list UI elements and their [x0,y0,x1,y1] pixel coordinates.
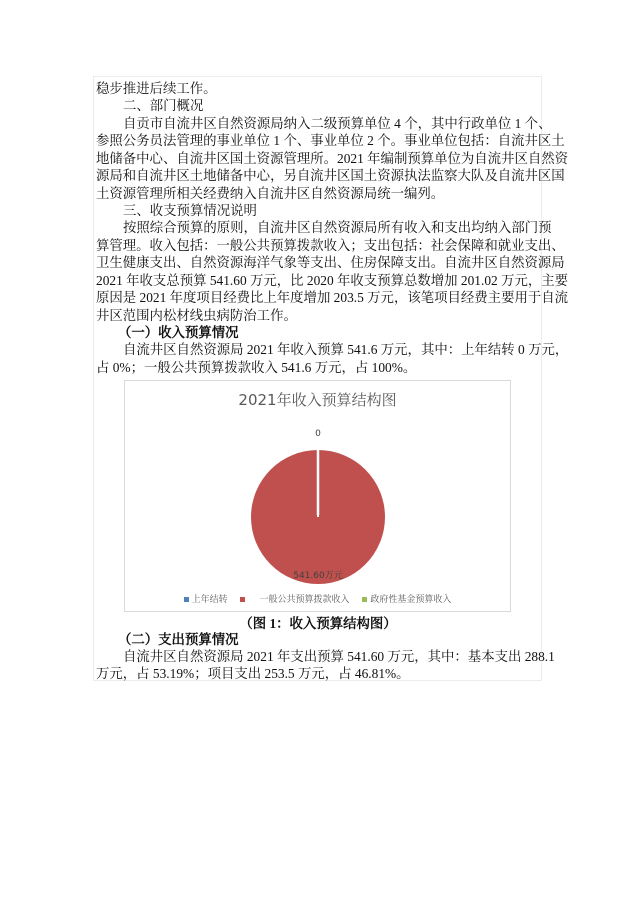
legend-swatch-red [240,597,245,602]
paragraph-line: 地储备中心、自流井区国土资源管理所。2021 年编制预算单位为自流井区自然资 [96,151,569,166]
chart-legend [125,592,510,605]
paragraph-line: 占 0%；一般公共预算拨款收入 541.6 万元，占 100%。 [96,360,417,375]
legend-label: 政府性基金预算收入 [370,595,452,605]
subheading-expenditure-budget: （二）支出预算情况 [118,632,239,647]
income-pie-chart [124,380,511,612]
paragraph-line: 万元，占 53.19%；项目支出 253.5 万元，占 46.81%。 [96,666,410,681]
subheading-income-budget: （一）收入预算情况 [118,325,239,340]
data-label-general-budget: 541.60万元 [293,571,343,581]
paragraph-line: 算管理。收入包括：一般公共预算拨款收入；支出包括：社会保障和就业支出、 [96,238,565,253]
paragraph-line: 参照公务员法管理的事业单位 1 个、事业单位 2 个。事业单位包括：自流井区土 [96,133,565,148]
legend-label: 一般公共预算拨款收入 [259,595,350,605]
paragraph-line: 按照综合预算的原则，自流井区自然资源局所有收入和支出均纳入部门预 [123,220,552,235]
legend-swatch-green [362,597,367,602]
paragraph-line: 自流井区自然资源局 2021 年收入预算 541.6 万元，其中：上年结转 0 万元， [123,342,569,357]
paragraph-line: 稳步推进后续工作。 [96,81,217,96]
legend-item [184,592,228,605]
chart-title: 2021年收入预算结构图 [238,391,397,409]
legend-label: 上年结转 [191,595,228,605]
paragraph-line: 自流井区自然资源局 2021 年支出预算 541.60 万元，其中：基本支出 288.1 [123,649,555,664]
paragraph-line: 卫生健康支出、自然资源海洋气象等支出、住房保障支出。自流井区自然资源局 [96,255,565,270]
paragraph-line: 井区范围内松材线虫病防治工作。 [96,308,297,323]
paragraph-line: 2021 年收支总预算 541.60 万元，比 2020 年收支预算总数增加 201.02 万元，主要 [96,273,569,288]
paragraph-line: 原因是 2021 年度项目经费比上年度增加 203.5 万元，该笔项目经费主要用于自流 [96,290,569,305]
pie-plot-area [125,411,510,611]
legend-item [362,592,451,605]
legend-swatch-blue [184,597,189,602]
figure-caption: （图 1：收入预算结构图） [239,616,397,631]
data-label-prior-year-carryover: 0 [315,429,321,439]
paragraph-line: 土资源管理所相关经费纳入自流井区自然资源局统一编列。 [96,186,445,201]
section-heading-budget-explanation: 三、收支预算情况说明 [123,203,257,218]
legend-item [240,592,349,605]
paragraph-line: 自贡市自流井区自然资源局纳入二级预算单位 4 个，其中行政单位 1 个、 [123,116,552,131]
section-heading-department-overview: 二、部门概况 [123,98,204,113]
paragraph-line: 源局和自流井区土地储备中心，另自流井区国土资源执法监察大队及自流井区国 [96,168,565,183]
